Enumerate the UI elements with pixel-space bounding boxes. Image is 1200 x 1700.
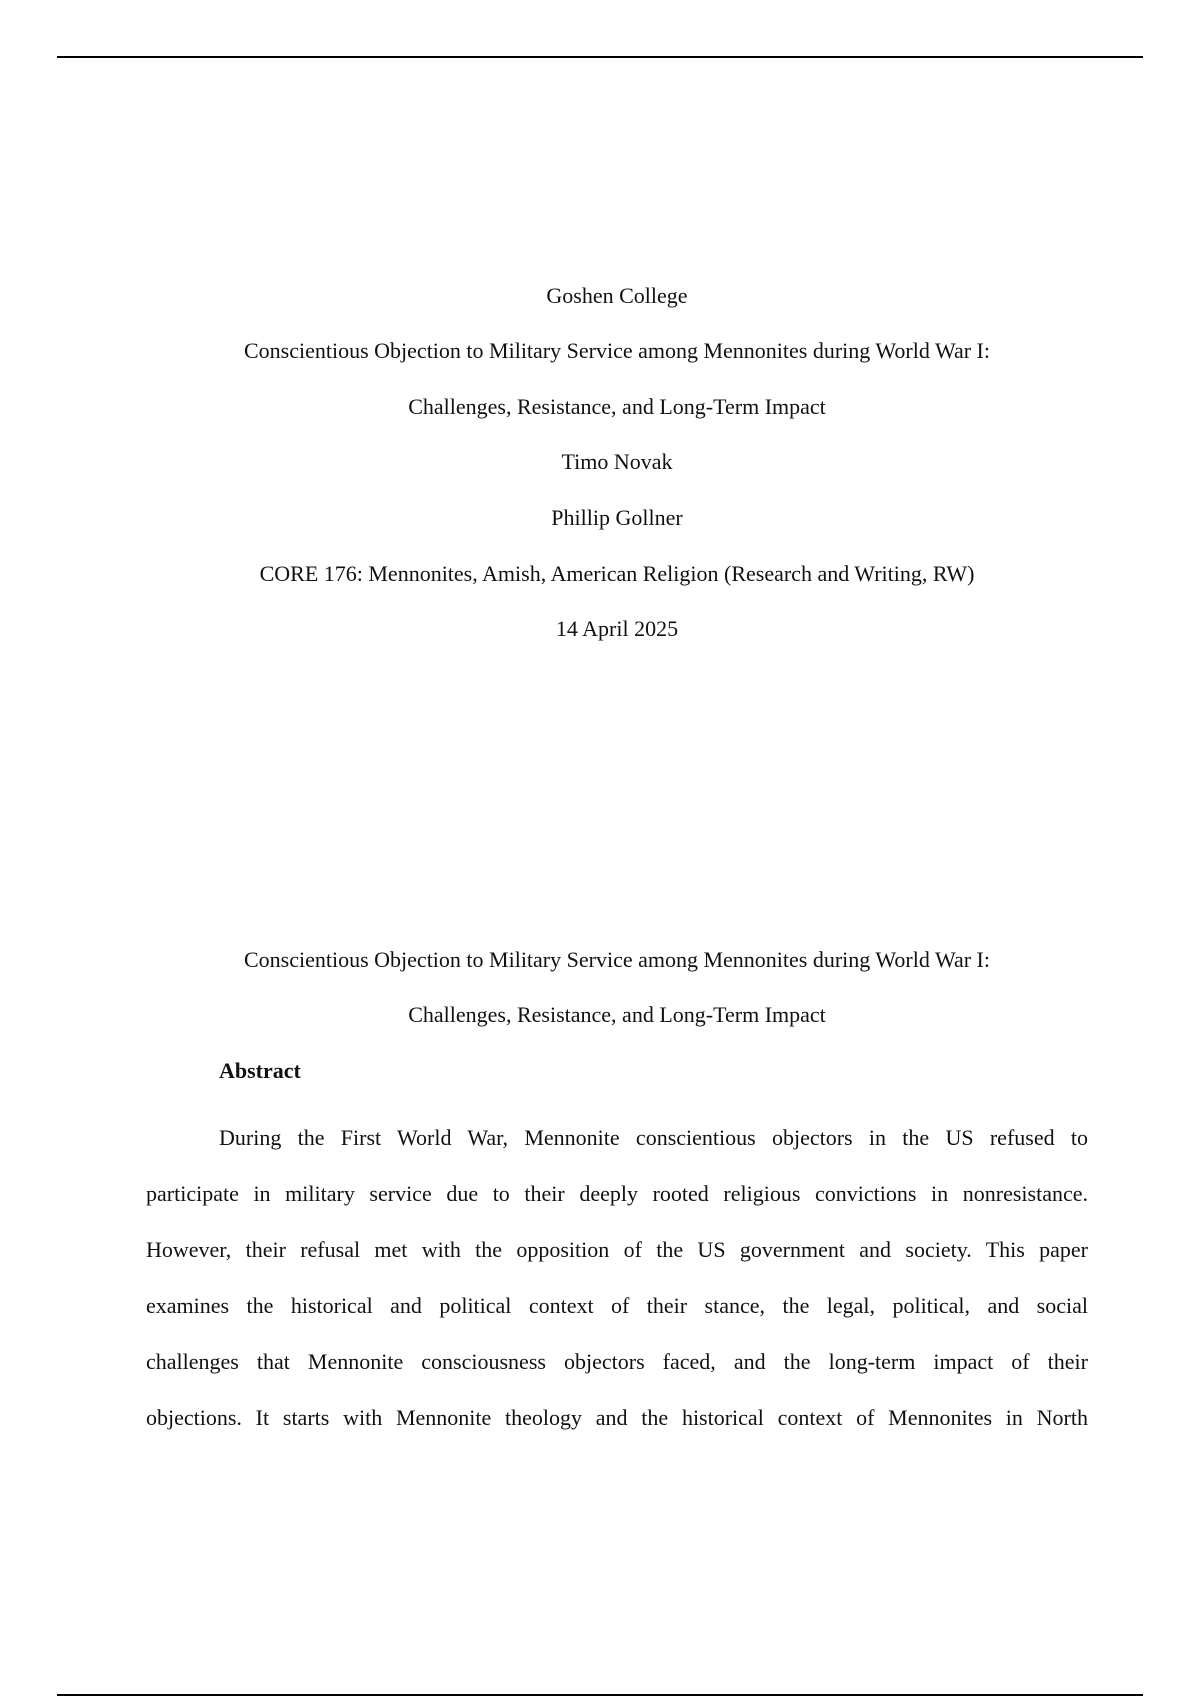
page-top-rule [57,56,1143,58]
abstract-line: objections. It starts with Mennonite theology and the historical context of Mennonites in North [146,1405,1088,1430]
instructor-name: Phillip Gollner [551,505,683,530]
abstract-line: However, their refusal met with the opposition of the US government and society. This paper [146,1237,1088,1262]
course-name: CORE 176: Mennonites, Amish, American Religion (Research and Writing, RW) [259,561,975,586]
paper-title-line-1: Conscientious Objection to Military Service among Mennonites during World War I: [244,338,990,363]
abstract-line: During the First World War, Mennonite conscientious objectors in the US refused to [219,1125,1088,1150]
institution-name: Goshen College [546,283,688,308]
abstract-line: examines the historical and political context of their stance, the legal, political, and social [146,1293,1088,1318]
body-title-line-2: Challenges, Resistance, and Long-Term Impact [408,1002,826,1027]
author-name: Timo Novak [561,449,673,474]
paper-title-line-2: Challenges, Resistance, and Long-Term Impact [408,394,826,419]
abstract-line: participate in military service due to their deeply rooted religious convictions in nonresistance. [146,1181,1088,1206]
abstract-heading: Abstract [219,1058,301,1083]
body-title-line-1: Conscientious Objection to Military Service among Mennonites during World War I: [244,947,990,972]
page-bottom-rule [57,1694,1143,1696]
abstract-paragraph [146,1110,1088,1446]
submission-date: 14 April 2025 [555,616,679,641]
abstract-line: challenges that Mennonite consciousness objectors faced, and the long-term impact of their [146,1349,1088,1374]
